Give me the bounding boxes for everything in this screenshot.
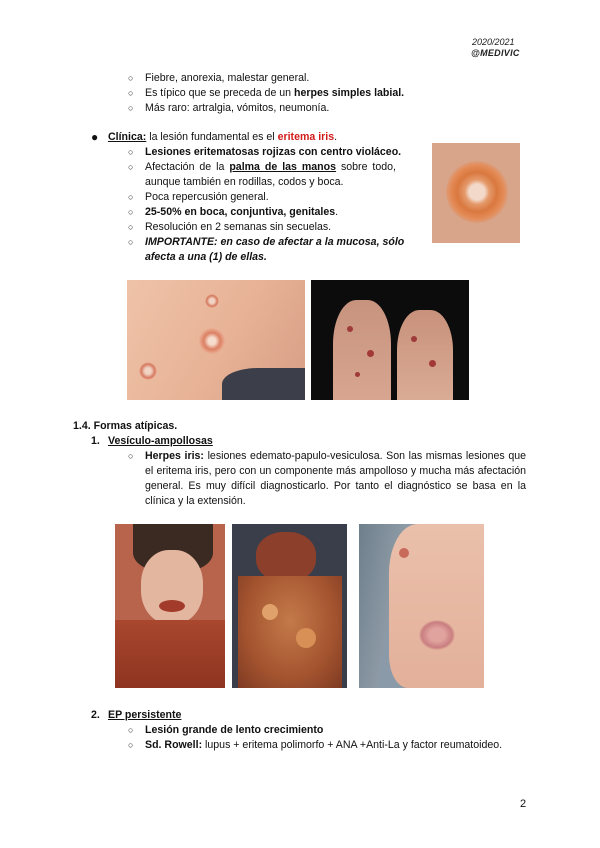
list-item: 25-50% en boca, conjuntiva, genitales. xyxy=(145,206,339,218)
list-item: Sd. Rowell: lupus + eritema polimorfo + ANA +Anti-La y factor reumatoideo. xyxy=(145,739,503,751)
bullet-circle-icon: ○ xyxy=(128,725,134,735)
list-item: Lesiones eritematosas rojizas con centro violáceo. xyxy=(145,146,402,158)
bullet-circle-icon: ○ xyxy=(128,103,134,113)
page-number: 2 xyxy=(520,798,527,810)
subsection-number: 2. xyxy=(91,709,100,721)
list-item: IMPORTANTE: en caso de afectar a la mucosa, sólo xyxy=(145,236,405,248)
bullet-circle-icon: ○ xyxy=(128,162,134,172)
bullet-circle-icon: ○ xyxy=(128,147,134,157)
header-brand: @MEDIVIC xyxy=(471,48,520,58)
list-item: Resolución en 2 semanas sin secuelas. xyxy=(145,221,332,233)
bullet-circle-icon: ○ xyxy=(128,88,134,98)
bullet-circle-icon: ○ xyxy=(128,451,134,461)
skin-papules-photo xyxy=(127,280,305,400)
adult-herpes-iris-photo xyxy=(232,524,347,688)
list-item: Afectación de la palma de las manos sobre todo, xyxy=(145,161,396,173)
bullet-circle-icon: ○ xyxy=(128,207,134,217)
bullet-circle-icon: ○ xyxy=(128,740,134,750)
subsection-title: EP persistente xyxy=(108,709,182,721)
bullet-circle-icon: ○ xyxy=(128,222,134,232)
subsection-number: 1. xyxy=(91,435,100,447)
bullet-circle-icon: ○ xyxy=(128,192,134,202)
list-item: Poca repercusión general. xyxy=(145,191,269,203)
list-item: Es típico que se preceda de un herpes simples labial. xyxy=(145,87,405,99)
bullet-circle-icon: ○ xyxy=(128,237,134,247)
child-herpes-iris-photo xyxy=(115,524,225,688)
subsection-title: Vesículo-ampollosas xyxy=(108,435,213,447)
header-year: 2020/2021 xyxy=(472,37,515,47)
target-lesion-photo xyxy=(432,143,520,243)
list-item-continuation: afecta a una (1) de ellas. xyxy=(145,251,267,263)
bullet-circle-icon: ○ xyxy=(128,73,134,83)
elbow-lesion-photo xyxy=(359,524,484,688)
hands-lesions-photo xyxy=(311,280,469,400)
clinica-heading: Clínica: la lesión fundamental es el eritema iris. xyxy=(108,131,338,143)
bullet-dot-icon: ● xyxy=(91,130,99,144)
herpes-iris-paragraph: Herpes iris: lesiones edemato-papulo-vesiculosa. Son las mismas lesiones que el eritema iris, pero con un componente más ampolloso y mucha más afectación general. Es muy difícil diagnosticarlo. Por tanto el diagnóstico se basa en la clínica y la extensión. xyxy=(145,450,526,507)
list-item-continuation: aunque también en rodillas, codos y boca. xyxy=(145,176,344,188)
list-item: Más raro: artralgia, vómitos, neumonía. xyxy=(145,102,330,114)
list-item: Lesión grande de lento crecimiento xyxy=(145,724,324,736)
list-item: Fiebre, anorexia, malestar general. xyxy=(145,72,310,84)
section-heading: 1.4. Formas atípicas. xyxy=(73,420,178,432)
